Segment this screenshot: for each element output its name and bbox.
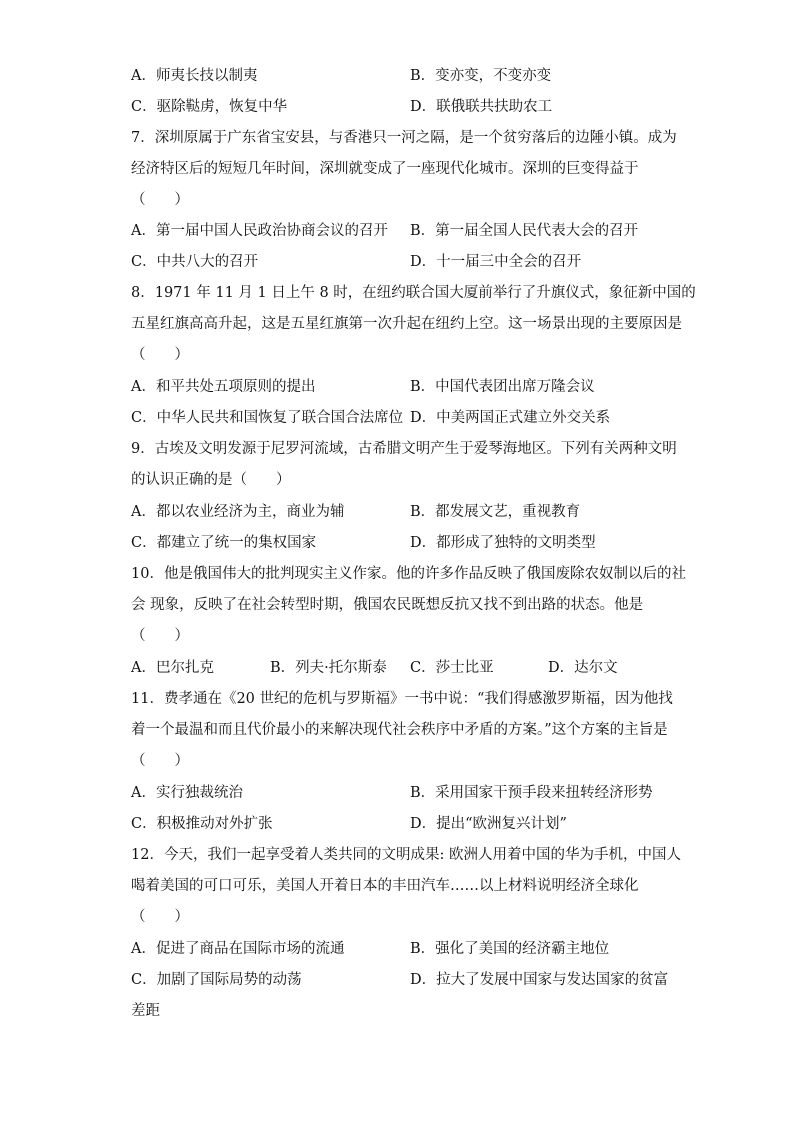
q7-option-d: D．十一届三中全会的召开 bbox=[410, 254, 582, 270]
q6-option-b: B．变亦变，不变亦变 bbox=[410, 68, 552, 84]
q9-option-a: A．都以农业经济为主，商业为辅 bbox=[131, 504, 345, 520]
q11-option-d: D．提出“欧洲复兴计划” bbox=[410, 816, 567, 832]
q12-stem-line-1: 12．今天，我们一起享受着人类共同的文明成果: 欧洲人用着中国的华为手机，中国人 bbox=[131, 847, 681, 863]
q8-option-a: A．和平共处五项原则的提出 bbox=[131, 379, 316, 395]
q7-option-c: C．中共八大的召开 bbox=[131, 254, 259, 270]
q11-stem-line-2: 着一个最温和而且代价最小的来解决现代社会秩序中矛盾的方案。”这个方案的主旨是 bbox=[131, 722, 668, 738]
q12-option-a: A．促进了商品在国际市场的流通 bbox=[131, 941, 345, 957]
q11-option-c: C．积极推动对外扩张 bbox=[131, 816, 273, 832]
q11-answer-blank: （ ） bbox=[131, 753, 189, 769]
q8-stem-line-2: 五星红旗高高升起，这是五星红旗第一次升起在纽约上空。这一场景出现的主要原因是 bbox=[131, 316, 682, 332]
q10-stem-line-1: 10．他是俄国伟大的批判现实主义作家。他的许多作品反映了俄国废除农奴制以后的社 bbox=[131, 566, 686, 582]
q10-stem-line-2: 会 现象，反映了在社会转型时期，俄国农民既想反抗又找不到出路的状态。他是 bbox=[131, 597, 644, 613]
q9-stem-line-1: 9．古埃及文明发源于尼罗河流域，古希腊文明产生于爱琴海地区。下列有关两种文明 bbox=[131, 441, 677, 457]
q12-answer-blank: （ ） bbox=[131, 909, 189, 925]
q8-stem-line-1: 8．1971 年 11 月 1 日上午 8 时，在纽约联合国大厦前举行了升旗仪式，象征新中国的 bbox=[131, 285, 696, 301]
q11-option-a: A．实行独裁统治 bbox=[131, 785, 243, 801]
q8-option-c: C．中华人民共和国恢复了联合国合法席位 bbox=[131, 410, 404, 426]
q7-answer-blank: （ ） bbox=[131, 192, 189, 208]
q8-option-d: D．中美两国正式建立外交关系 bbox=[410, 410, 611, 426]
q7-option-b: B．第一届全国人民代表大会的召开 bbox=[410, 223, 639, 239]
q10-answer-blank: （ ） bbox=[131, 628, 189, 644]
q11-stem-line-1: 11．费孝通在《20 世纪的危机与罗斯福》一书中说：“我们得感激罗斯福，因为他找 bbox=[131, 691, 673, 707]
q12-stem-line-2: 喝着美国的可口可乐，美国人开着日本的丰田汽车……以上材料说明经济全球化 bbox=[131, 878, 639, 894]
q10-option-d: D．达尔文 bbox=[548, 660, 618, 676]
q8-option-b: B．中国代表团出席万隆会议 bbox=[410, 379, 595, 395]
q12-option-c: C．加剧了国际局势的动荡 bbox=[131, 972, 302, 988]
q9-option-c: C．都建立了统一的集权国家 bbox=[131, 535, 317, 551]
q12-option-b: B．强化了美国的经济霸主地位 bbox=[410, 941, 610, 957]
q6-option-c: C．驱除鞑虏，恢复中华 bbox=[131, 99, 288, 115]
q9-option-b: B．都发展文艺，重视教育 bbox=[410, 504, 581, 520]
q7-stem-line-2: 经济特区后的短短几年时间，深圳就变成了一座现代化城市。深圳的巨变得益于 bbox=[131, 161, 639, 177]
q12-option-d: D．拉大了发展中国家与发达国家的贫富 bbox=[410, 972, 669, 988]
q9-option-d: D．都形成了独特的文明类型 bbox=[410, 535, 596, 551]
q9-stem-line-2: 的认识正确的是（ ） bbox=[131, 472, 291, 488]
q6-option-a: A．师夷长技以制夷 bbox=[131, 68, 258, 84]
q10-option-a: A．巴尔扎克 bbox=[131, 660, 214, 676]
q10-option-b: B．列夫·托尔斯泰 bbox=[270, 660, 387, 676]
q7-option-a: A．第一届中国人民政治协商会议的召开 bbox=[131, 223, 388, 239]
q7-stem-line-1: 7．深圳原属于广东省宝安县，与香港只一河之隔，是一个贫穷落后的边陲小镇。成为 bbox=[131, 130, 677, 146]
q8-answer-blank: （ ） bbox=[131, 347, 189, 363]
q12-option-d-continued: 差距 bbox=[131, 1003, 160, 1019]
q10-option-c: C．莎士比亚 bbox=[410, 660, 494, 676]
q6-option-d: D．联俄联共扶助农工 bbox=[410, 99, 553, 115]
q11-option-b: B．采用国家干预手段来扭转经济形势 bbox=[410, 785, 653, 801]
